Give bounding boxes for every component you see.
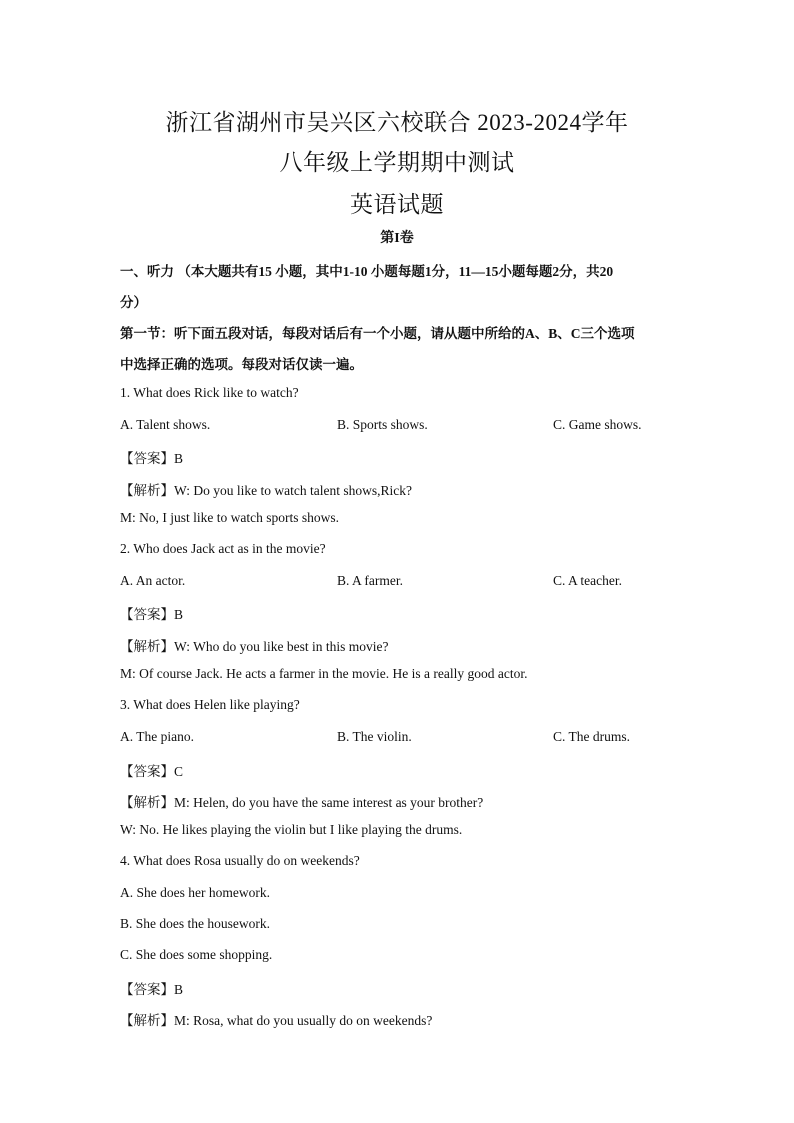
section-instruction-line-2: 中选择正确的选项。每段对话仅读一遍。 <box>120 357 363 372</box>
question-4-option-b: B. She does the housework. <box>120 916 270 931</box>
question-2-option-a: A. An actor. <box>120 573 186 588</box>
exam-title-line-1: 浙江省湖州市吴兴区六校联合 2023-2024学年 <box>165 110 629 135</box>
question-3-text: 3. What does Helen like playing? <box>120 697 300 712</box>
question-1-analysis-line-2: M: No, I just like to watch sports shows. <box>120 510 339 525</box>
question-3-analysis-line-1: 【解析】M: Helen, do you have the same interest as your brother? <box>120 795 484 810</box>
question-2-option-c: C. A teacher. <box>553 573 622 588</box>
section-instruction-line-1: 第一节：听下面五段对话，每段对话后有一个小题，请从题中所给的A、B、C三个选项 <box>120 326 635 341</box>
question-4-analysis-line-1: 【解析】M: Rosa, what do you usually do on weekends? <box>120 1013 433 1028</box>
question-4-option-c: C. She does some shopping. <box>120 947 273 962</box>
question-1-text: 1. What does Rick like to watch? <box>120 385 299 400</box>
question-3-answer: 【答案】C <box>120 764 184 779</box>
question-2-analysis-line-2: M: Of course Jack. He acts a farmer in the movie. He is a really good actor. <box>120 666 528 681</box>
question-2-option-b: B. A farmer. <box>337 573 403 588</box>
exam-title-line-3: 英语试题 <box>350 192 444 217</box>
question-1-option-b: B. Sports shows. <box>337 417 428 432</box>
question-2-text: 2. Who does Jack act as in the movie? <box>120 541 326 556</box>
question-4-answer: 【答案】B <box>120 982 184 997</box>
question-3-option-a: A. The piano. <box>120 729 194 744</box>
section-heading-line-1: 一、听力 （本大题共有15 小题，其中1-10 小题每题1分，11—15小题每题2分，共20 <box>120 264 614 279</box>
question-1-analysis-line-1: 【解析】W: Do you like to watch talent shows,Rick? <box>120 483 412 498</box>
question-1-option-c: C. Game shows. <box>553 417 642 432</box>
exam-title-line-2: 八年级上学期期中测试 <box>279 150 515 175</box>
question-4-text: 4. What does Rosa usually do on weekends? <box>120 853 360 868</box>
question-3-analysis-line-2: W: No. He likes playing the violin but I like playing the drums. <box>120 822 463 837</box>
question-1-answer: 【答案】B <box>120 451 184 466</box>
question-2-analysis-line-1: 【解析】W: Who do you like best in this movie? <box>120 639 389 654</box>
question-3-option-b: B. The violin. <box>337 729 412 744</box>
volume-label: 第I卷 <box>380 231 414 246</box>
section-heading-line-2: 分） <box>120 295 147 310</box>
question-3-option-c: C. The drums. <box>553 729 630 744</box>
question-4-option-a: A. She does her homework. <box>120 885 270 900</box>
question-2-answer: 【答案】B <box>120 607 184 622</box>
question-1-option-a: A. Talent shows. <box>120 417 211 432</box>
